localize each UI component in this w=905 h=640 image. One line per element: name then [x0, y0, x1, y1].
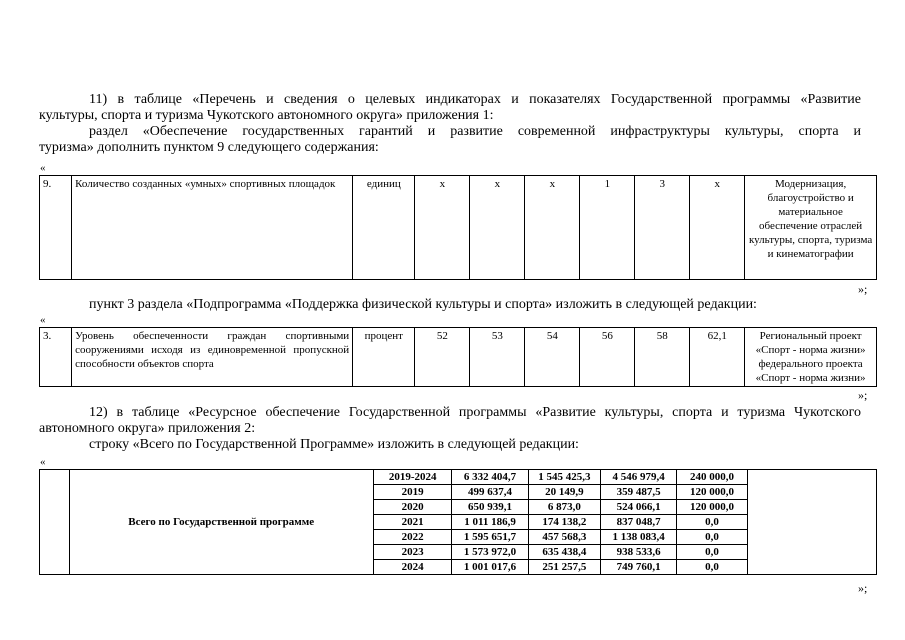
quote-close-2: »;: [858, 388, 868, 402]
note-cell: Региональный проект «Спорт - норма жизни» федерального проекта «Спорт - норма жизни»: [745, 328, 877, 387]
period-cell: 2021: [373, 515, 451, 530]
period-cell: 2024: [373, 560, 451, 575]
total-cell: 1 011 186,9: [452, 515, 528, 530]
amount-cell: 938 533,6: [601, 545, 677, 560]
amount-cell: 1 138 083,4: [601, 530, 677, 545]
section-11-line-1: 11) в таблице «Перечень и сведения о целевых индикаторах и показателях Государственной программы «Развитие: [89, 92, 861, 107]
section-12-paragraph: [39, 405, 861, 453]
indicator-table-9: [39, 175, 877, 280]
value-cell: 54: [525, 328, 580, 387]
amount-cell: 635 438,4: [528, 545, 600, 560]
value-cell: 62,1: [690, 328, 745, 387]
finance-table: [39, 469, 877, 575]
indicator-table-3: [39, 327, 877, 387]
quote-open-2: «: [40, 314, 46, 326]
quote-close-3: »;: [858, 581, 868, 595]
period-cell: 2019-2024: [373, 470, 451, 485]
amount-cell: 0,0: [677, 530, 747, 545]
amount-cell: 749 760,1: [601, 560, 677, 575]
amount-cell: 457 568,3: [528, 530, 600, 545]
amount-cell: 174 138,2: [528, 515, 600, 530]
amount-cell: 837 048,7: [601, 515, 677, 530]
value-cell: 58: [635, 328, 690, 387]
section-12-line-3: строку «Всего по Государственной Программе» изложить в следующей редакции:: [89, 437, 579, 452]
empty-cell: [40, 470, 70, 575]
value-cell: х: [470, 176, 525, 280]
table-row: [40, 470, 877, 485]
section-11-line-3: раздел «Обеспечение государственных гарантий и развитие современной инфраструктуры культуры, спорта и: [89, 124, 861, 139]
total-cell: 1 573 972,0: [452, 545, 528, 560]
row-number: 3.: [40, 328, 72, 387]
total-cell: 1 595 651,7: [452, 530, 528, 545]
section-11-line-4: туризма» дополнить пунктом 9 следующего содержания:: [39, 140, 379, 155]
table-row: [40, 328, 877, 387]
period-cell: 2022: [373, 530, 451, 545]
section-item3-text: пункт 3 раздела «Подпрограмма «Поддержка физической культуры и спорта» изложить в следующей редакции:: [89, 297, 757, 312]
quote-open-1: «: [40, 162, 46, 174]
amount-cell: 120 000,0: [677, 500, 747, 515]
amount-cell: 120 000,0: [677, 485, 747, 500]
amount-cell: 240 000,0: [677, 470, 747, 485]
value-cell: х: [415, 176, 470, 280]
total-cell: 650 939,1: [452, 500, 528, 515]
amount-cell: 6 873,0: [528, 500, 600, 515]
value-cell: 3: [635, 176, 690, 280]
section-12-line-1: 12) в таблице «Ресурсное обеспечение Государственной программы «Развитие культуры, спорта и туризма Чукотского: [89, 405, 861, 420]
section-11-line-2: культуры, спорта и туризма Чукотского автономного округа» приложения 1:: [39, 108, 494, 123]
period-cell: 2019: [373, 485, 451, 500]
period-cell: 2023: [373, 545, 451, 560]
amount-cell: 1 545 425,3: [528, 470, 600, 485]
table-row: [40, 176, 877, 280]
value-cell: 1: [580, 176, 635, 280]
value-cell: 56: [580, 328, 635, 387]
amount-cell: 251 257,5: [528, 560, 600, 575]
total-cell: 1 001 017,6: [452, 560, 528, 575]
value-cell: 53: [470, 328, 525, 387]
total-cell: 499 637,4: [452, 485, 528, 500]
note-cell: Модернизация, благоустройство и материальное обеспечение отраслей культуры, спорта, туризма и кинематографии: [745, 176, 877, 280]
indicator-name: Количество созданных «умных» спортивных площадок: [72, 176, 353, 280]
amount-cell: 359 487,5: [601, 485, 677, 500]
period-cell: 2020: [373, 500, 451, 515]
quote-open-3: «: [40, 456, 46, 468]
unit-cell: процент: [353, 328, 415, 387]
total-cell: 6 332 404,7: [452, 470, 528, 485]
quote-close-1: »;: [858, 282, 868, 296]
amount-cell: 0,0: [677, 515, 747, 530]
indicator-name: Уровень обеспеченности граждан спортивными сооружениями исходя из единовременной пропускной способности объектов спорта: [72, 328, 353, 387]
value-cell: х: [525, 176, 580, 280]
value-cell: 52: [415, 328, 470, 387]
amount-cell: 4 546 979,4: [601, 470, 677, 485]
section-item3-paragraph: [39, 297, 861, 313]
amount-cell: 524 066,1: [601, 500, 677, 515]
amount-cell: 0,0: [677, 560, 747, 575]
amount-cell: 20 149,9: [528, 485, 600, 500]
section-11-paragraph: [39, 92, 861, 156]
amount-cell: 0,0: [677, 545, 747, 560]
row-number: 9.: [40, 176, 72, 280]
value-cell: х: [690, 176, 745, 280]
unit-cell: единиц: [353, 176, 415, 280]
empty-cell: [747, 470, 876, 575]
section-12-line-2: автономного округа» приложения 2:: [39, 421, 256, 436]
finance-row-label: Всего по Государственной программе: [69, 470, 373, 575]
